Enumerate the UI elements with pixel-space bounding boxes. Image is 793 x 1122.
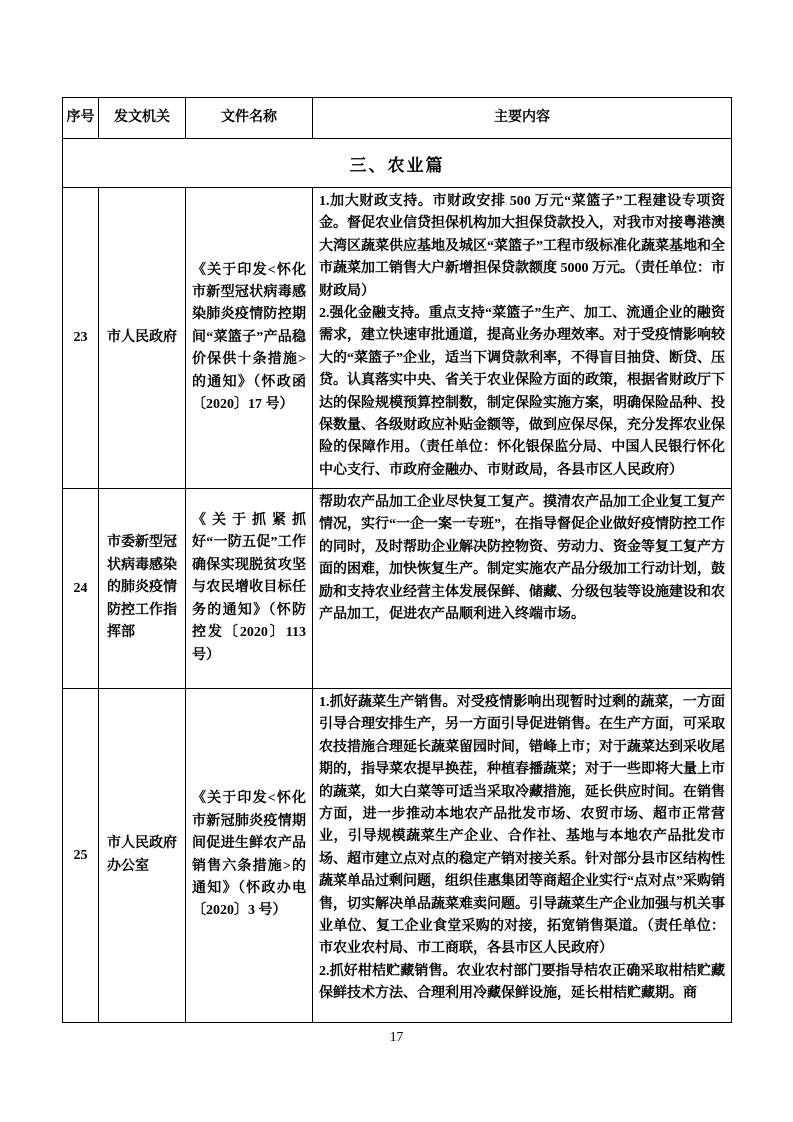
- row-23-content-paragraph-1: 1.加大财政支持。市财政安排 500 万元“菜篮子”工程建设专项资金。督促农业信贷担保机构加大担保贷款投入，对我市对接粤港澳大湾区蔬菜供应基地及城区“菜篮子”工程市级标准化蔬菜基地和全市蔬菜加工销售大户新增担保贷款额度 5000 万元。（责任单位：市财政局）: [319, 194, 725, 299]
- row-24-main-content: [313, 489, 732, 689]
- row-25-doc-name: 《关于印发<怀化市新冠肺炎疫情期间促进生鲜农产品销售六条措施>的通知》（怀政办电〔2020〕3 号）: [186, 689, 313, 1023]
- section-title-row: [63, 139, 732, 188]
- table-row-23: [63, 188, 732, 489]
- table-row-25: [63, 689, 732, 1023]
- row-23-doc-name: 《关于印发<怀化市新型冠状病毒感染肺炎疫情防控期间“菜篮子”产品稳价保供十条措施>的通知》（怀政函〔2020〕17 号）: [186, 188, 313, 489]
- document-table: [62, 97, 732, 1023]
- table-row-24: [63, 489, 732, 689]
- column-header-main-content: 主要内容: [313, 98, 732, 139]
- row-23-main-content: [313, 188, 732, 489]
- column-header-doc-name: 文件名称: [186, 98, 313, 139]
- row-23-agency: 市人民政府: [99, 188, 186, 489]
- row-25-content-paragraph-1: 1.抓好蔬菜生产销售。对受疫情影响出现暂时过剩的蔬菜，一方面引导合理安排生产，另一方面引导促进销售。在生产方面，可采取农技措施合理延长蔬菜留园时间，错峰上市；对于蔬菜达到采收尾期的，指导菜农提早换茬，种植春播蔬菜；对于一些即将大量上市的蔬菜，如大白菜等可适当采取冷藏措施，延长供应时间。在销售方面，进一步推动本地农产品批发市场、农贸市场、超市正常营业，引导规模蔬菜生产企业、合作社、基地与本地农产品批发市场、超市建立点对点的稳定产销对接关系。针对部分县市区结构性蔬菜单品过剩问题，组织佳惠集团等商超企业实行“点对点”采购销售，切实解决单品蔬菜难卖问题。引导蔬菜生产企业加强与机关事业单位、复工企业食堂采购的对接，拓宽销售渠道。（责任单位：市农业农村局、市工商联，各县市区人民政府）: [319, 695, 725, 957]
- column-header-agency: 发文机关: [99, 98, 186, 139]
- row-24-content-paragraph-1: 帮助农产品加工企业尽快复工复产。摸清农产品加工企业复工复产情况，实行“一企一案一专班”，在指导督促企业做好疫情防控工作的同时，及时帮助企业解决防控物资、劳动力、资金等复工复产方面的困难，加快恢复生产。制定实施农产品分级加工行动计划，鼓励和支持农业经营主体发展保鲜、储藏、分级包装等设施建设和农产品加工，促进农产品顺利进入终端市场。: [319, 495, 725, 623]
- row-25-main-content: [313, 689, 732, 1023]
- row-25-number: 25: [63, 689, 99, 1023]
- table-header-row: [63, 98, 732, 139]
- row-24-doc-name: 《关于抓紧抓好“一防五促”工作确保实现脱贫攻坚与农民增收目标任务的通知》（怀防控发〔2020〕113 号）: [186, 489, 313, 689]
- row-23-number: 23: [63, 188, 99, 489]
- row-23-content-paragraph-2: 2.强化金融支持。重点支持“菜篮子”生产、加工、流通企业的融资需求，建立快速审批通道，提高业务办理效率。对于受疫情影响较大的“菜篮子”企业，适当下调贷款利率，不得盲目抽贷、断贷、压贷。认真落实中央、省关于农业保险方面的政策，根据省财政厅下达的保险规模预算控制数，制定保险实施方案，明确保险品种、投保数量、各级财政应补贴金额等，做到应保尽保，充分发挥农业保险的保障作用。（责任单位：怀化银保监分局、中国人民银行怀化中心支行、市政府金融办、市财政局，各县市区人民政府）: [319, 306, 725, 478]
- row-25-content-paragraph-2: 2.抓好柑桔贮藏销售。农业农村部门要指导桔农正确采取柑桔贮藏保鲜技术方法、合理利用冷藏保鲜设施，延长柑桔贮藏期。商: [319, 963, 725, 1002]
- column-header-no: 序号: [63, 98, 99, 139]
- section-title: 三、农业篇: [63, 139, 732, 188]
- row-24-agency: 市委新型冠状病毒感染的肺炎疫情防控工作指挥部: [99, 489, 186, 689]
- row-25-agency: 市人民政府办公室: [99, 689, 186, 1023]
- row-24-number: 24: [63, 489, 99, 689]
- page-number: 17: [389, 1029, 404, 1044]
